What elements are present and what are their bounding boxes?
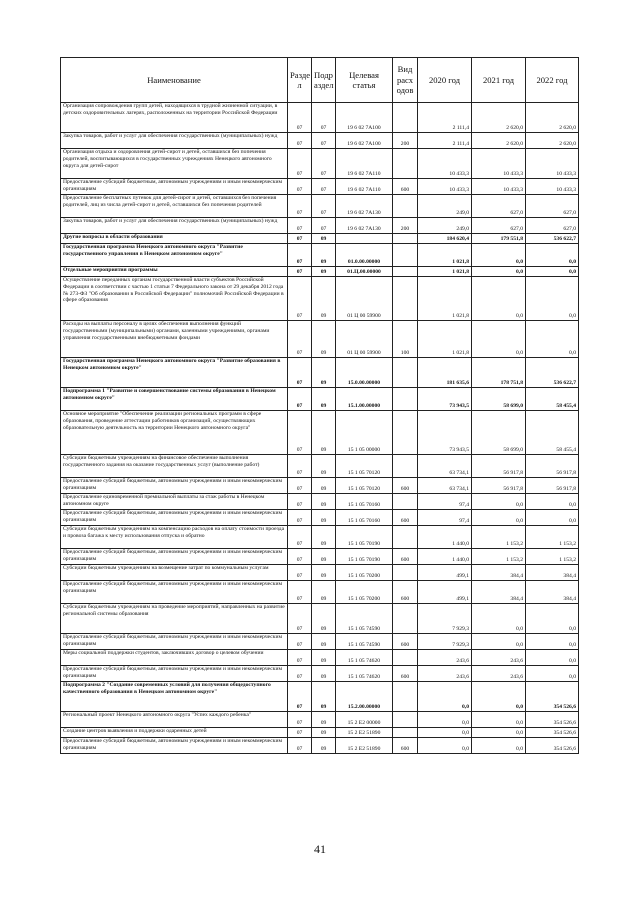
row-podrazdel: 09: [312, 234, 336, 244]
row-expense-type: 600: [393, 634, 418, 650]
row-amount-2020: 10 433,3: [418, 179, 472, 195]
row-expense-type: [393, 604, 418, 634]
row-amount-2020: 73 943,5: [418, 411, 472, 455]
row-amount-2021: 1 153,2: [472, 549, 526, 565]
row-amount-2021: 1 153,2: [472, 526, 526, 549]
row-target-article: 15 1 05 70190: [336, 526, 393, 549]
table-row: [61, 565, 579, 581]
row-amount-2021: 384,4: [472, 565, 526, 581]
row-amount-2020: 1 021,8: [418, 277, 472, 321]
row-target-article: 15 1 05 70200: [336, 581, 393, 604]
row-amount-2020: 243,6: [418, 650, 472, 666]
row-name: Государственная программа Ненецкого автономного округа "Развитие государственного управления в Ненецком автономном округе": [61, 244, 288, 267]
header-2022: 2022 год: [526, 58, 579, 103]
row-name: Подпрограмма 2 "Создание современных условий для получения общедоступного качественного образования в Ненецком автономном округе": [61, 682, 288, 712]
row-podrazdel: 09: [312, 510, 336, 526]
table-row: [61, 581, 579, 604]
header-2020: 2020 год: [418, 58, 472, 103]
row-razdel: 07: [288, 218, 312, 234]
row-name: Субсидии бюджетным учреждениям на компенсацию расходов на оплату стоимости проезда и провоза багажа к месту использования отпуска и обратно: [61, 526, 288, 549]
row-target-article: 15.0.00.00000: [336, 358, 393, 388]
row-amount-2022: 1 153,2: [526, 549, 579, 565]
table-row: [61, 267, 579, 277]
row-target-article: 19 6 02 7А130: [336, 218, 393, 234]
row-expense-type: 600: [393, 666, 418, 682]
row-expense-type: 200: [393, 218, 418, 234]
row-razdel: 07: [288, 179, 312, 195]
row-target-article: 15.2.00.00000: [336, 682, 393, 712]
row-target-article: 15 1 05 74590: [336, 604, 393, 634]
row-amount-2020: 1 021,8: [418, 244, 472, 267]
row-razdel: 07: [288, 494, 312, 510]
row-name: Отдельные мероприятия программы: [61, 267, 288, 277]
row-target-article: 15 2 Е2 51890: [336, 728, 393, 738]
row-amount-2022: 0,0: [526, 650, 579, 666]
row-amount-2021: 0,0: [472, 634, 526, 650]
header-article: Целевая статья: [336, 58, 393, 103]
row-amount-2022: 2 620,0: [526, 103, 579, 133]
row-podrazdel: 09: [312, 455, 336, 478]
row-amount-2022: 354 526,6: [526, 728, 579, 738]
row-amount-2022: 0,0: [526, 510, 579, 526]
row-target-article: 15 1 05 74590: [336, 634, 393, 650]
row-podrazdel: 09: [312, 738, 336, 754]
row-razdel: 07: [288, 277, 312, 321]
row-target-article: [336, 234, 393, 244]
row-amount-2021: 10 433,3: [472, 179, 526, 195]
table-row: [61, 195, 579, 218]
row-razdel: 07: [288, 728, 312, 738]
row-expense-type: 100: [393, 321, 418, 358]
row-amount-2020: 0,0: [418, 712, 472, 728]
row-expense-type: [393, 494, 418, 510]
table-row: [61, 218, 579, 234]
row-name: Региональный проект Ненецкого автономного округа "Успех каждого ребенка": [61, 712, 288, 728]
row-amount-2021: 0,0: [472, 494, 526, 510]
row-target-article: 15 1 05 70200: [336, 565, 393, 581]
row-name: Основное мероприятие "Обеспечение реализации региональных программ в сфере образования, проведение аттестации работников организаций, осуществляющих образовательную деятельность на территории Ненецкого автономного округа": [61, 411, 288, 455]
table-row: [61, 321, 579, 358]
row-target-article: 15 1 05 00000: [336, 411, 393, 455]
row-amount-2020: 7 929,3: [418, 634, 472, 650]
row-name: Предоставление бесплатных путевок для детей-сирот и детей, оставшихся без попечения родителей, лиц из числа детей-сирот и детей, оставшихся без попечения родителей: [61, 195, 288, 218]
row-podrazdel: 09: [312, 634, 336, 650]
row-razdel: 07: [288, 738, 312, 754]
row-amount-2021: 0,0: [472, 267, 526, 277]
row-amount-2021: 56 917,8: [472, 478, 526, 494]
row-amount-2021: 0,0: [472, 244, 526, 267]
row-target-article: 19 6 02 7А130: [336, 195, 393, 218]
row-razdel: 07: [288, 526, 312, 549]
row-name: Предоставление субсидий бюджетным, автономным учреждениям и иным некоммерческим организациям: [61, 738, 288, 754]
table-row: [61, 526, 579, 549]
row-target-article: 15 2 Е2 51890: [336, 738, 393, 754]
table-row: [61, 604, 579, 634]
row-amount-2020: 2 111,4: [418, 103, 472, 133]
row-expense-type: [393, 565, 418, 581]
table-row: [61, 549, 579, 565]
row-expense-type: [393, 682, 418, 712]
table-row: [61, 244, 579, 267]
row-razdel: 07: [288, 634, 312, 650]
table-row: [61, 634, 579, 650]
table-row: [61, 666, 579, 682]
row-target-article: 01 Ц 00 59900: [336, 321, 393, 358]
row-amount-2022: 0,0: [526, 267, 579, 277]
row-expense-type: 600: [393, 581, 418, 604]
row-amount-2020: 1 021,8: [418, 267, 472, 277]
row-amount-2020: 1 440,0: [418, 526, 472, 549]
table-row: [61, 103, 579, 133]
row-razdel: 07: [288, 358, 312, 388]
table-row: [61, 650, 579, 666]
row-name: Предоставление субсидий бюджетным, автономным учреждениям и иным некоммерческим организациям: [61, 549, 288, 565]
row-amount-2020: 7 929,3: [418, 604, 472, 634]
row-podrazdel: 09: [312, 244, 336, 267]
row-amount-2020: 499,1: [418, 581, 472, 604]
row-podrazdel: 09: [312, 321, 336, 358]
row-podrazdel: 09: [312, 277, 336, 321]
row-amount-2022: 0,0: [526, 277, 579, 321]
row-name: Расходы на выплаты персоналу в целях обеспечения выполнения функций государственными (муниципальными) органами, казенными учреждениями, органами управления государственными внебюджетными фондами: [61, 321, 288, 358]
row-razdel: 07: [288, 234, 312, 244]
row-podrazdel: 07: [312, 133, 336, 149]
row-razdel: 07: [288, 133, 312, 149]
row-amount-2021: 0,0: [472, 321, 526, 358]
row-amount-2022: 0,0: [526, 244, 579, 267]
row-name: Организация сопровождения групп детей, находящихся в трудной жизненной ситуации, в детских оздоровительных лагерях, расположенных на территории Российской Федерации: [61, 103, 288, 133]
row-podrazdel: 07: [312, 179, 336, 195]
row-amount-2021: 56 917,8: [472, 455, 526, 478]
row-amount-2020: 1 021,8: [418, 321, 472, 358]
table-row: [61, 738, 579, 754]
row-name: Организация отдыха и оздоровления детей-сирот и детей, оставшихся без попечения родителей, воспитывающихся в государственных учреждениях Ненецкого автономного округа для детей-сирот: [61, 149, 288, 179]
row-name: Другие вопросы в области образования: [61, 234, 288, 244]
table-row: [61, 478, 579, 494]
row-podrazdel: 09: [312, 494, 336, 510]
row-amount-2020: 63 734,1: [418, 478, 472, 494]
row-name: Создание центров выявления и поддержки одаренных детей: [61, 728, 288, 738]
row-target-article: 15 1 05 74620: [336, 650, 393, 666]
row-razdel: 07: [288, 455, 312, 478]
row-amount-2022: 58 455,4: [526, 411, 579, 455]
table-row: [61, 234, 579, 244]
row-podrazdel: 09: [312, 581, 336, 604]
row-amount-2021: 10 433,3: [472, 149, 526, 179]
row-amount-2022: 10 433,3: [526, 179, 579, 195]
row-amount-2021: 243,6: [472, 666, 526, 682]
row-amount-2022: 56 917,8: [526, 478, 579, 494]
table-row: [61, 728, 579, 738]
row-name: Предоставление субсидий бюджетным, автономным учреждениям и иным некоммерческим организациям: [61, 634, 288, 650]
row-amount-2022: 58 455,4: [526, 388, 579, 411]
row-amount-2020: 97,4: [418, 494, 472, 510]
row-name: Предоставление субсидий бюджетным, автономным учреждениям и иным некоммерческим организациям: [61, 179, 288, 195]
table-row: [61, 712, 579, 728]
row-amount-2021: 2 620,0: [472, 103, 526, 133]
row-amount-2021: 0,0: [472, 277, 526, 321]
budget-table: [60, 57, 579, 754]
row-podrazdel: 09: [312, 526, 336, 549]
header-vid: Вид расх одов: [393, 58, 418, 103]
row-amount-2022: 0,0: [526, 604, 579, 634]
row-amount-2021: 179 551,8: [472, 234, 526, 244]
row-target-article: 15 1 05 70120: [336, 455, 393, 478]
row-podrazdel: 07: [312, 103, 336, 133]
row-amount-2021: 384,4: [472, 581, 526, 604]
row-amount-2021: 0,0: [472, 682, 526, 712]
row-amount-2021: 627,0: [472, 195, 526, 218]
row-expense-type: [393, 712, 418, 728]
row-podrazdel: 07: [312, 195, 336, 218]
row-amount-2021: 627,0: [472, 218, 526, 234]
header-podrazdel: Подр аздел: [312, 58, 336, 103]
row-razdel: 07: [288, 650, 312, 666]
row-expense-type: 600: [393, 510, 418, 526]
row-podrazdel: 09: [312, 682, 336, 712]
row-target-article: 15 1 05 70160: [336, 494, 393, 510]
row-podrazdel: 07: [312, 218, 336, 234]
row-amount-2020: 2 111,4: [418, 133, 472, 149]
table-row: [61, 510, 579, 526]
row-amount-2022: 627,0: [526, 218, 579, 234]
row-amount-2022: 2 620,0: [526, 133, 579, 149]
row-razdel: 07: [288, 549, 312, 565]
row-expense-type: [393, 103, 418, 133]
row-name: Предоставление субсидий бюджетным, автономным учреждениям и иным некоммерческим организациям: [61, 510, 288, 526]
row-expense-type: 600: [393, 478, 418, 494]
table-row: [61, 149, 579, 179]
row-expense-type: [393, 277, 418, 321]
table-row: [61, 358, 579, 388]
table-row: [61, 277, 579, 321]
row-amount-2020: 184 620,4: [418, 234, 472, 244]
row-name: Предоставление субсидий бюджетным, автономным учреждениям и иным некоммерческим организациям: [61, 581, 288, 604]
row-target-article: 19 6 02 7А110: [336, 149, 393, 179]
row-razdel: 07: [288, 478, 312, 494]
row-target-article: 01.0.00.00000: [336, 244, 393, 267]
table-row: [61, 455, 579, 478]
row-razdel: 07: [288, 195, 312, 218]
row-amount-2022: 56 917,8: [526, 455, 579, 478]
row-amount-2020: 97,4: [418, 510, 472, 526]
row-razdel: 07: [288, 604, 312, 634]
row-amount-2021: 178 751,8: [472, 358, 526, 388]
row-amount-2020: 249,0: [418, 218, 472, 234]
row-podrazdel: 09: [312, 411, 336, 455]
row-amount-2021: 0,0: [472, 712, 526, 728]
table-header-row: [61, 58, 579, 103]
row-amount-2022: 536 622,7: [526, 234, 579, 244]
row-amount-2020: 63 734,1: [418, 455, 472, 478]
row-amount-2022: 384,4: [526, 565, 579, 581]
row-expense-type: [393, 526, 418, 549]
row-target-article: 19 6 02 7А100: [336, 133, 393, 149]
row-razdel: 07: [288, 510, 312, 526]
row-amount-2022: 1 153,2: [526, 526, 579, 549]
table-row: [61, 388, 579, 411]
row-razdel: 07: [288, 388, 312, 411]
row-expense-type: [393, 728, 418, 738]
row-amount-2020: 181 635,6: [418, 358, 472, 388]
row-podrazdel: 09: [312, 565, 336, 581]
row-amount-2022: 0,0: [526, 666, 579, 682]
table-row: [61, 133, 579, 149]
row-amount-2021: 58 699,0: [472, 388, 526, 411]
row-name: Осуществление переданных органам государственной власти субъектов Российской Федерации в соответствии с частью 1 статьи 7 Федерального закона от 29 декабря 2012 года № 273-ФЗ "Об образовании в Российской Федерации" полномочий Российской Федерации в сфере образования: [61, 277, 288, 321]
row-expense-type: [393, 244, 418, 267]
table-body: [61, 103, 579, 754]
row-podrazdel: 09: [312, 604, 336, 634]
table-row: [61, 682, 579, 712]
row-amount-2022: 0,0: [526, 494, 579, 510]
row-name: Предоставление субсидий бюджетным, автономным учреждениям и иным некоммерческим организациям: [61, 666, 288, 682]
row-amount-2022: 10 433,3: [526, 149, 579, 179]
row-podrazdel: 09: [312, 267, 336, 277]
row-target-article: 19 6 02 7А110: [336, 179, 393, 195]
row-target-article: 01 Ц 00 59900: [336, 277, 393, 321]
row-target-article: 15 1 05 70190: [336, 549, 393, 565]
row-name: Государственная программа Ненецкого автономного округа "Развитие образования в Ненецком автономном округе": [61, 358, 288, 388]
row-podrazdel: 09: [312, 478, 336, 494]
row-name: Закупка товаров, работ и услуг для обеспечения государственных (муниципальных) нужд: [61, 133, 288, 149]
row-podrazdel: 09: [312, 712, 336, 728]
row-expense-type: 200: [393, 133, 418, 149]
row-amount-2021: 0,0: [472, 738, 526, 754]
row-amount-2021: 2 620,0: [472, 133, 526, 149]
row-target-article: 15 1 05 70120: [336, 478, 393, 494]
table-row: [61, 179, 579, 195]
row-name: Субсидии бюджетным учреждениям на проведение мероприятий, направленных на развитие региональной системы образования: [61, 604, 288, 634]
row-target-article: 15.1.00.00000: [336, 388, 393, 411]
row-amount-2020: 0,0: [418, 728, 472, 738]
row-target-article: 01.Ц.00.00000: [336, 267, 393, 277]
row-amount-2022: 627,0: [526, 195, 579, 218]
row-razdel: 07: [288, 103, 312, 133]
row-amount-2022: 384,4: [526, 581, 579, 604]
row-name: Предоставление субсидий бюджетным, автономным учреждениям и иным некоммерческим организациям: [61, 478, 288, 494]
row-target-article: 15 1 05 74620: [336, 666, 393, 682]
row-podrazdel: 09: [312, 388, 336, 411]
row-podrazdel: 09: [312, 358, 336, 388]
row-razdel: 07: [288, 321, 312, 358]
row-expense-type: 600: [393, 179, 418, 195]
row-razdel: 07: [288, 244, 312, 267]
row-expense-type: [393, 388, 418, 411]
row-amount-2022: 354 526,6: [526, 712, 579, 728]
row-podrazdel: 09: [312, 666, 336, 682]
row-name: Меры социальной поддержки студентов, заключивших договор о целевом обучении: [61, 650, 288, 666]
row-expense-type: 600: [393, 738, 418, 754]
row-razdel: 07: [288, 666, 312, 682]
row-expense-type: [393, 411, 418, 455]
row-expense-type: [393, 267, 418, 277]
row-podrazdel: 09: [312, 549, 336, 565]
row-amount-2021: 0,0: [472, 604, 526, 634]
row-amount-2020: 10 433,3: [418, 149, 472, 179]
table-row: [61, 411, 579, 455]
row-amount-2020: 73 943,5: [418, 388, 472, 411]
row-expense-type: 600: [393, 549, 418, 565]
row-amount-2021: 58 699,0: [472, 411, 526, 455]
row-name: Закупка товаров, работ и услуг для обеспечения государственных (муниципальных) нужд: [61, 218, 288, 234]
header-name: Наименование: [61, 58, 288, 103]
row-podrazdel: 09: [312, 728, 336, 738]
row-amount-2020: 499,1: [418, 565, 472, 581]
row-expense-type: [393, 650, 418, 666]
row-amount-2020: 0,0: [418, 738, 472, 754]
row-amount-2020: 243,6: [418, 666, 472, 682]
row-razdel: 07: [288, 267, 312, 277]
row-amount-2022: 0,0: [526, 321, 579, 358]
row-amount-2020: 0,0: [418, 682, 472, 712]
page-number: 41: [314, 842, 326, 856]
row-expense-type: [393, 195, 418, 218]
row-expense-type: [393, 358, 418, 388]
row-amount-2021: 0,0: [472, 510, 526, 526]
row-target-article: 15 2 Е2 00000: [336, 712, 393, 728]
row-name: Субсидии бюджетным учреждениям на финансовое обеспечение выполнения государственного задания на оказание государственных услуг (выполнение работ): [61, 455, 288, 478]
header-2021: 2021 год: [472, 58, 526, 103]
row-amount-2020: 1 440,0: [418, 549, 472, 565]
row-amount-2020: 249,0: [418, 195, 472, 218]
row-amount-2021: 0,0: [472, 728, 526, 738]
row-podrazdel: 07: [312, 149, 336, 179]
row-name: Предоставление единовременной премиальной выплаты за стаж работы в Ненецком автономном округе: [61, 494, 288, 510]
row-amount-2022: 354 526,6: [526, 738, 579, 754]
header-razdel: Разде л: [288, 58, 312, 103]
row-amount-2022: 0,0: [526, 634, 579, 650]
row-podrazdel: 09: [312, 650, 336, 666]
row-razdel: 07: [288, 411, 312, 455]
row-expense-type: [393, 234, 418, 244]
row-target-article: 15 1 05 70160: [336, 510, 393, 526]
row-expense-type: [393, 149, 418, 179]
row-razdel: 07: [288, 581, 312, 604]
row-amount-2022: 354 526,6: [526, 682, 579, 712]
row-razdel: 07: [288, 565, 312, 581]
row-expense-type: [393, 455, 418, 478]
row-amount-2022: 536 622,7: [526, 358, 579, 388]
row-name: Подпрограмма 1 "Развитие и совершенствование системы образования в Ненецком автономном округе": [61, 388, 288, 411]
row-razdel: 07: [288, 682, 312, 712]
row-razdel: 07: [288, 712, 312, 728]
row-target-article: 19 6 02 7А100: [336, 103, 393, 133]
table-row: [61, 494, 579, 510]
row-name: Субсидии бюджетным учреждениям на возмещение затрат по коммунальным услугам: [61, 565, 288, 581]
row-amount-2021: 243,6: [472, 650, 526, 666]
row-razdel: 07: [288, 149, 312, 179]
